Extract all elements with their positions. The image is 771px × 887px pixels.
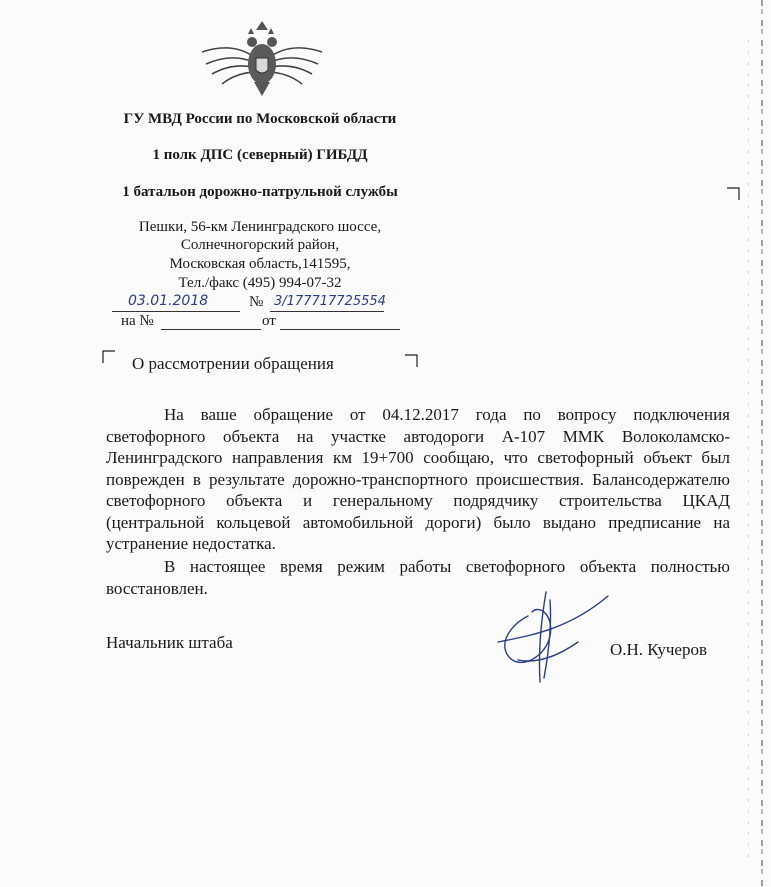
outgoing-date-handwritten: 03.01.2018 [128,293,209,309]
reply-from-label: от [262,313,276,329]
number-sign: № [249,294,264,310]
signatory-position: Начальник штаба [106,633,233,652]
date-underline [112,311,240,312]
body-paragraph-1: На ваше обращение от 04.12.2017 года по вопросу подключения светофорного объекта на участке автодороги А-107 ММК Волоколамско-Ленинградского направления км 19+700 сообщаю, что светофорный объект был поврежден в результате дорожно-транспортного происшествия. Балансодержателю светофорного объекта и генеральному подрядчику строительства ЦКАД (центральной кольцевой автомобильной дороги) было выдано предписание на устранение недостатка. [106,405,730,553]
scan-edge-artifact [761,0,763,887]
handwritten-signature [488,586,618,686]
org-name-line-1: ГУ МВД России по Московской области [123,111,397,127]
mvd-emblem-icon [196,18,328,98]
subject-corner-left [102,350,116,364]
subject-corner-right [404,354,418,368]
body-paragraph-2: В настоящее время режим работы светофорного объекта полностью восстановлен. [106,557,730,598]
number-underline [270,311,384,312]
recipient-corner-right [726,187,740,201]
reply-number-underline [161,329,261,330]
letter-subject: О рассмотрении обращения [132,354,334,373]
reply-to-label: на № [121,313,154,329]
address-line-3: Московская область,141595, [169,256,351,272]
outgoing-number-handwritten: 3/177717725554 [274,294,386,309]
address-phone: Тел./факс (495) 994-07-32 [178,275,342,291]
org-name-line-2: 1 полк ДПС (северный) ГИБДД [152,147,368,163]
address-line-1: Пешки, 56-км Ленинградского шоссе, [138,219,382,235]
signatory-name: О.Н. Кучеров [610,640,707,659]
org-name-line-3: 1 батальон дорожно-патрульной службы [122,184,398,200]
scan-edge-artifact-secondary [748,40,749,860]
address-line-2: Солнечногорский район, [180,237,340,253]
reply-date-underline [280,329,400,330]
